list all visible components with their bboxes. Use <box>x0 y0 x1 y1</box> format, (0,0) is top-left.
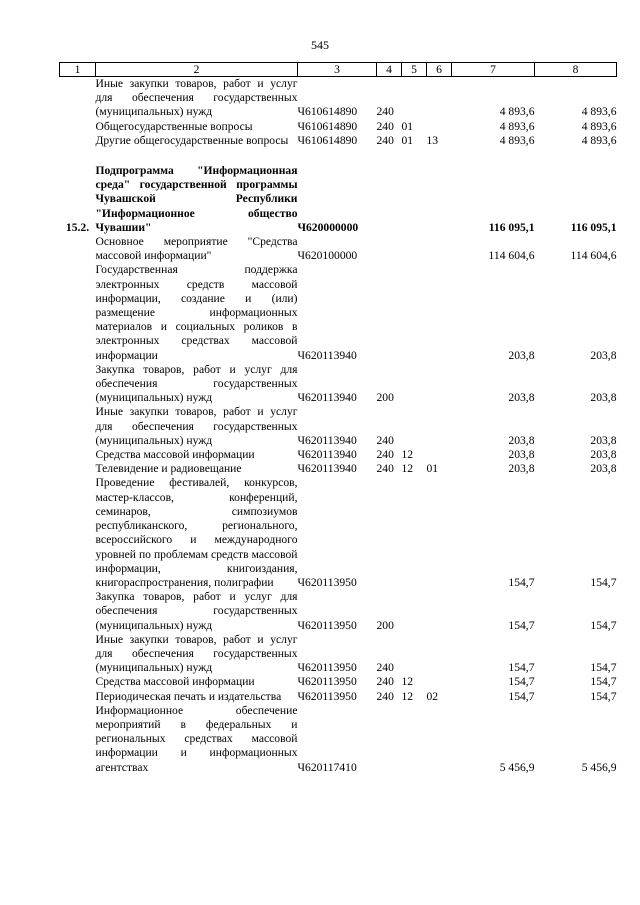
column-header: 8 <box>535 63 617 77</box>
row-number <box>60 363 96 406</box>
amount-col-7: 114 604,6 <box>488 249 535 263</box>
amount-col-7: 203,8 <box>508 462 535 476</box>
amount-col-7: 154,7 <box>508 675 535 689</box>
target-article-code: Ч620113940 <box>297 433 357 447</box>
target-article-code: Ч610614890 <box>297 119 358 133</box>
subsection-code <box>427 675 452 689</box>
subsection-code <box>427 363 452 406</box>
expense-type-code: 240 <box>376 119 394 133</box>
amount-col-7: 5 456,9 <box>499 760 535 774</box>
section-code <box>402 405 427 448</box>
amount-col-7: 154,7 <box>508 575 535 589</box>
amount-col-7: 203,8 <box>508 391 535 405</box>
amount-col-8: 154,7 <box>590 575 617 589</box>
target-article-code: Ч610614890 <box>297 105 358 119</box>
section-code <box>402 476 427 590</box>
table-row <box>60 120 617 134</box>
column-header: 1 <box>60 63 96 77</box>
table-row <box>60 675 617 689</box>
row-number <box>60 704 96 775</box>
expense-type-code <box>377 235 402 263</box>
amount-col-8: 203,8 <box>590 448 617 462</box>
expense-type-code <box>377 704 402 775</box>
subsection-code <box>427 77 452 120</box>
column-header: 3 <box>298 63 377 77</box>
target-article-code: Ч620113950 <box>297 575 357 589</box>
amount-col-7: 154,7 <box>508 661 535 675</box>
row-name: Иные закупки товаров, работ и услуг для обеспечения государственных (муниципальных) нужд <box>95 77 298 119</box>
row-number <box>60 77 96 120</box>
amount-col-7: 154,7 <box>508 618 535 632</box>
section-code <box>402 633 427 676</box>
subsection-code <box>427 476 452 590</box>
subsection-code <box>427 448 452 462</box>
amount-col-8: 116 095,1 <box>570 220 617 234</box>
table-row <box>60 405 617 448</box>
subsection-code <box>427 633 452 676</box>
amount-col-8: 154,7 <box>590 689 617 703</box>
amount-col-8: 203,8 <box>590 391 617 405</box>
row-name: Иные закупки товаров, работ и услуг для обеспечения государственных (муниципальных) нужд <box>95 632 298 675</box>
amount-col-8: 114 604,6 <box>570 249 617 263</box>
column-header: 7 <box>452 63 535 77</box>
section-code <box>402 363 427 406</box>
target-article-code: Ч620113940 <box>297 448 357 462</box>
amount-col-8: 203,8 <box>590 433 617 447</box>
table-row <box>60 263 617 362</box>
amount-col-8: 203,8 <box>590 462 617 476</box>
target-article-code: Ч620113940 <box>297 462 357 476</box>
target-article-code: Ч620117410 <box>297 760 357 774</box>
expense-type-code: 240 <box>376 675 394 689</box>
table-row <box>60 448 617 462</box>
expense-type-code <box>377 164 402 235</box>
expense-type-code: 240 <box>376 689 394 703</box>
table-body <box>60 77 617 775</box>
section-code: 12 <box>401 675 414 689</box>
section-code: 12 <box>401 689 414 703</box>
amount-col-7: 203,8 <box>508 348 535 362</box>
amount-col-8: 154,7 <box>590 675 617 689</box>
amount-col-8: 4 893,6 <box>581 119 617 133</box>
row-number <box>60 462 96 476</box>
amount-col-8: 203,8 <box>590 348 617 362</box>
expense-type-code <box>377 476 402 590</box>
row-name <box>96 148 298 164</box>
subsection-code: 02 <box>426 689 439 703</box>
target-article-code: Ч620113950 <box>297 661 357 675</box>
row-name: Средства массовой информации <box>95 675 255 689</box>
row-number <box>60 148 96 164</box>
subsection-code <box>427 590 452 633</box>
table-row <box>60 476 617 590</box>
column-header: 4 <box>377 63 402 77</box>
row-number: 15.2. <box>65 220 90 234</box>
row-number <box>60 263 96 362</box>
expense-type-code <box>377 263 402 362</box>
section-code: 12 <box>401 462 414 476</box>
subsection-code: 13 <box>426 133 439 147</box>
row-name: Информационное обеспечение мероприятий в федеральных и региональных средствах массовой информации и информационных агентствах <box>95 703 298 774</box>
table-row <box>60 462 617 476</box>
table-row <box>60 633 617 676</box>
subsection-code <box>427 263 452 362</box>
amount-col-7: 4 893,6 <box>499 119 535 133</box>
target-article-code <box>298 148 377 164</box>
target-article-code: Ч620113940 <box>297 348 357 362</box>
row-number <box>60 134 96 148</box>
expense-type-code: 240 <box>376 661 394 675</box>
section-code <box>402 148 427 164</box>
section-code <box>402 263 427 362</box>
subsection-code: 01 <box>426 462 439 476</box>
section-code: 01 <box>401 133 414 147</box>
amount-col-7 <box>452 148 535 164</box>
row-name: Периодическая печать и издательства <box>95 689 282 703</box>
target-article-code: Ч620113950 <box>297 689 357 703</box>
table-row <box>60 134 617 148</box>
row-number <box>60 675 96 689</box>
amount-col-7: 116 095,1 <box>488 220 535 234</box>
amount-col-7: 4 893,6 <box>499 105 535 119</box>
row-number <box>60 235 96 263</box>
section-code <box>402 590 427 633</box>
row-name: Иные закупки товаров, работ и услуг для обеспечения государственных (муниципальных) нужд <box>95 405 298 447</box>
table-row <box>60 690 617 704</box>
column-header: 5 <box>402 63 427 77</box>
subsection-code <box>427 704 452 775</box>
section-code <box>402 704 427 775</box>
subsection-code <box>427 120 452 134</box>
row-number <box>60 476 96 590</box>
budget-table <box>59 62 617 775</box>
target-article-code: Ч620100000 <box>297 249 358 263</box>
amount-col-7: 203,8 <box>508 433 535 447</box>
table-row <box>60 235 617 263</box>
expense-type-code: 240 <box>376 433 394 447</box>
subsection-code <box>427 164 452 235</box>
row-number <box>60 120 96 134</box>
target-article-code: Ч620000000 <box>297 220 359 234</box>
subsection-code <box>427 405 452 448</box>
row-name: Телевидение и радиовещание <box>95 462 242 476</box>
table-row <box>60 164 617 235</box>
amount-col-8: 4 893,6 <box>581 105 617 119</box>
amount-col-7: 203,8 <box>508 448 535 462</box>
expense-type-code: 240 <box>376 462 394 476</box>
section-code <box>402 235 427 263</box>
amount-col-8: 154,7 <box>590 618 617 632</box>
row-name: Закупка товаров, работ и услуг для обеспечения государственных (муниципальных) нужд <box>95 362 298 405</box>
amount-col-8: 154,7 <box>590 661 617 675</box>
column-header-row <box>60 63 617 77</box>
section-code <box>402 164 427 235</box>
expense-type-code: 200 <box>376 618 394 632</box>
subsection-code <box>427 235 452 263</box>
table-row <box>60 148 617 164</box>
target-article-code: Ч620113950 <box>297 675 357 689</box>
target-article-code: Ч620113940 <box>297 391 357 405</box>
row-number <box>60 590 96 633</box>
table-row <box>60 363 617 406</box>
row-number <box>60 448 96 462</box>
table-row <box>60 704 617 775</box>
section-code: 01 <box>401 119 414 133</box>
amount-col-8 <box>535 148 617 164</box>
row-name: Средства массовой информации <box>95 448 255 462</box>
row-number <box>60 690 96 704</box>
row-name: Подпрограмма "Информационная среда" государственной программы Чувашской Республики "Информационное общество Чувашии" <box>95 164 298 234</box>
target-article-code: Ч620113950 <box>297 618 357 632</box>
section-code: 12 <box>401 448 414 462</box>
amount-col-7: 4 893,6 <box>499 133 535 147</box>
page-number: 545 <box>311 38 329 52</box>
row-name: Общегосударственные вопросы <box>95 119 253 133</box>
row-name: Основное мероприятие "Средства массовой информации" <box>95 235 298 263</box>
table-row <box>60 77 617 120</box>
row-number <box>60 405 96 448</box>
row-name: Закупка товаров, работ и услуг для обеспечения государственных (муниципальных) нужд <box>95 590 298 632</box>
table-row <box>60 590 617 633</box>
subsection-code <box>427 148 452 164</box>
expense-type-code: 200 <box>376 391 394 405</box>
expense-type-code: 240 <box>376 448 394 462</box>
expense-type-code: 240 <box>376 133 394 147</box>
row-name: Проведение фестивалей, конкурсов, мастер-классов, конференций, семинаров, симпозиумов республиканского, регионального, всероссийского и международного уровней по проблемам средств массовой информации, книгоиздания, книгораспространения, полиграфии <box>95 476 298 589</box>
column-header: 6 <box>427 63 452 77</box>
amount-col-8: 5 456,9 <box>581 760 617 774</box>
section-code <box>402 77 427 120</box>
expense-type-code <box>377 148 402 164</box>
row-name: Другие общегосударственные вопросы <box>95 133 289 147</box>
row-number <box>60 633 96 676</box>
target-article-code: Ч610614890 <box>297 133 358 147</box>
amount-col-8: 4 893,6 <box>581 133 617 147</box>
expense-type-code: 240 <box>376 105 394 119</box>
column-header: 2 <box>96 63 298 77</box>
amount-col-7: 154,7 <box>508 689 535 703</box>
row-name: Государственная поддержка электронных средств массовой информации, создание и (или) размещение информационных материалов и социальных роликов в электронных средствах массовой информации <box>95 263 298 362</box>
